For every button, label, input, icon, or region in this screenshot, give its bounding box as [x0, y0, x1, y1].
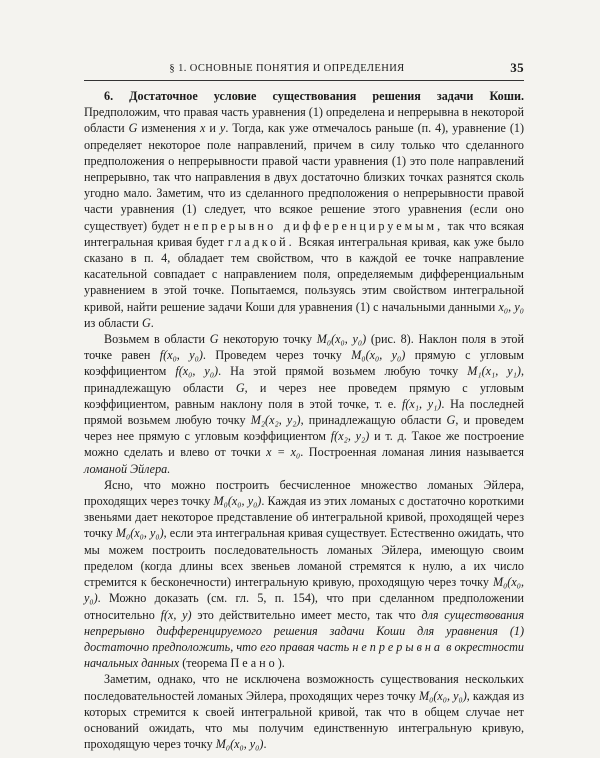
math: f(x₂, y₂)	[330, 429, 370, 444]
text: , каждая из которых стремится к своей интегральной кривой, так что в общем случае нет оснований ожидать, что мы получим единственную интегральную кривую, проходящую через точку	[84, 688, 524, 752]
math: G	[209, 332, 219, 347]
math: M₀(x₀, y₀)	[84, 575, 524, 606]
math: M₀(x₀, y₀)	[215, 737, 264, 752]
theorem-statement: для существования непрерывно дифференцируемого решения задачи Коши для уравнения (1) достаточно предположить, что его правая часть	[84, 607, 524, 654]
paragraph-euler-construction	[84, 331, 524, 477]
text: . На этой прямой возьмем любую точку	[218, 364, 468, 379]
text: . Каждая из этих ломаных с достаточно короткими звеньями дает некоторое представление об интегральной кривой, проходящей через точку	[84, 494, 524, 541]
running-title: § 1. ОСНОВНЫЕ ПОНЯТИЯ И ОПРЕДЕЛЕНИЯ	[169, 63, 405, 74]
math: f(x₀, y₀)	[159, 348, 203, 363]
text: . На последней прямой возьмем любую точку	[84, 396, 525, 428]
page-number: 35	[510, 60, 524, 75]
math: y	[219, 121, 226, 136]
page-header	[84, 58, 524, 81]
text: из области	[84, 315, 142, 330]
text: Заметим, однако, что не исключена возможность существования нескольких последовательностей ломаных Эйлера, проходящих через точку	[84, 672, 524, 703]
math: G	[128, 121, 138, 136]
math: M₂(x₂, y₂)	[250, 413, 301, 428]
text: (рис. 8). Наклон поля в этой точке равен	[84, 332, 524, 363]
text: Возьмем в области	[104, 332, 210, 347]
math: M₀(x₀, y₀)	[316, 332, 367, 347]
text: прямую с угловым коэффициентом	[84, 348, 524, 379]
math: f(x, y)	[160, 607, 192, 622]
text: некоторую точку	[218, 332, 317, 347]
text: . Тогда, как уже отмечалось раньше (п. 4), уравнение (1) определяет некоторое поле направлений, причем в силу только что сделанного предположения о непрерывности правой части уравнения (1) это поле направлений непрерывно, так что направления в двух достаточно близких точках разнятся сколь угодно мало. Заметим, что из сделанного предположения о непрерывности правой части уравнения (1) следует, что всякое решение этого уравнения (если оно существует) будет	[84, 121, 524, 233]
text: Предположим, что правая часть уравнения (1) определена и непрерывна в некоторой области	[84, 105, 524, 136]
paragraph-peano-theorem	[84, 477, 524, 671]
paragraph-cauchy-condition	[84, 88, 524, 331]
term-euler-polygon: ломаной Эйлера.	[84, 461, 171, 476]
paragraph-uniqueness-remark	[84, 671, 524, 752]
text: . Можно доказать (см. гл. 5, п. 154), что при сделанном предположении относительно	[84, 591, 524, 622]
text: и	[205, 121, 220, 136]
text: это действительно имеет место, так что	[191, 607, 422, 622]
text: , и через нее проведем прямую с угловым коэффициентом, равным наклону поля в этой точке, т. е.	[84, 380, 524, 411]
math: M₀(x₀, y₀)	[213, 494, 262, 509]
text: .	[263, 737, 267, 752]
text: и т. д. Такое же построение можно сделать и влево от точки	[84, 429, 524, 460]
text: . Проведем через точку	[202, 348, 352, 363]
spaced-emphasis: гладкой.	[227, 234, 295, 249]
math: G	[141, 315, 151, 330]
math: x	[200, 121, 206, 136]
math: M₀(x₀, y₀)	[351, 348, 406, 363]
text: , и проведем через нее прямую с угловым коэффициентом	[84, 413, 524, 444]
name-peano: Пеано	[230, 656, 278, 671]
math: M₀(x₀, y₀)	[115, 526, 164, 541]
math: G	[446, 413, 456, 428]
section-heading: 6. Достаточное условие существования решения задачи Коши.	[104, 89, 524, 103]
text: , принадлежащую области	[300, 413, 447, 428]
text: , если эта интегральная кривая существует. Естественно ожидать, что мы можем построить последовательность ломаных Эйлера, имеющую своим пределом (когда длины всех звеньев ломаной стремятся к нулю, а их число стремится к бесконечности) интегральную кривую, проходящую через точку	[84, 526, 524, 590]
body-text	[84, 88, 524, 752]
math: M₀(x₀, y₀)	[418, 688, 467, 703]
text: (теорема	[179, 656, 231, 671]
math: f(x₁, y₁)	[401, 396, 442, 411]
text: Ясно, что можно построить бесчисленное множество ломаных Эйлера, проходящих через точку	[84, 477, 524, 509]
math: f(x₀, y₀)	[175, 364, 219, 379]
text: так что всякая интегральная кривая будет	[84, 218, 524, 249]
text: . Построенная ломаная линия называется	[300, 445, 524, 460]
math: M₁(x₁, y₁)	[467, 364, 521, 379]
math: x = x₀	[266, 445, 301, 460]
text: , принадлежащую области	[84, 364, 524, 395]
spaced-emphasis: непрерывно дифференцируемым,	[183, 218, 444, 233]
text: Всякая интегральная кривая, как уже было сказано в п. 4, обладает тем свойством, что в каждой ее точке направление касательной совпадает с направлением поля, определяемым дифференциальным уравнением в этой точке. Попытаемся, пользуясь этим свойством интегральной кривой, найти решение задачи Коши для уравнения (1) с начальными данными	[84, 234, 524, 314]
text: изменения	[137, 121, 201, 136]
math: G	[235, 380, 245, 395]
text: ).	[277, 656, 285, 671]
theorem-statement: в окрестности начальных данных	[84, 639, 524, 671]
spaced-emphasis: непрерывна	[352, 639, 443, 654]
math: x₀, y₀	[498, 299, 524, 314]
text: .	[150, 315, 154, 330]
